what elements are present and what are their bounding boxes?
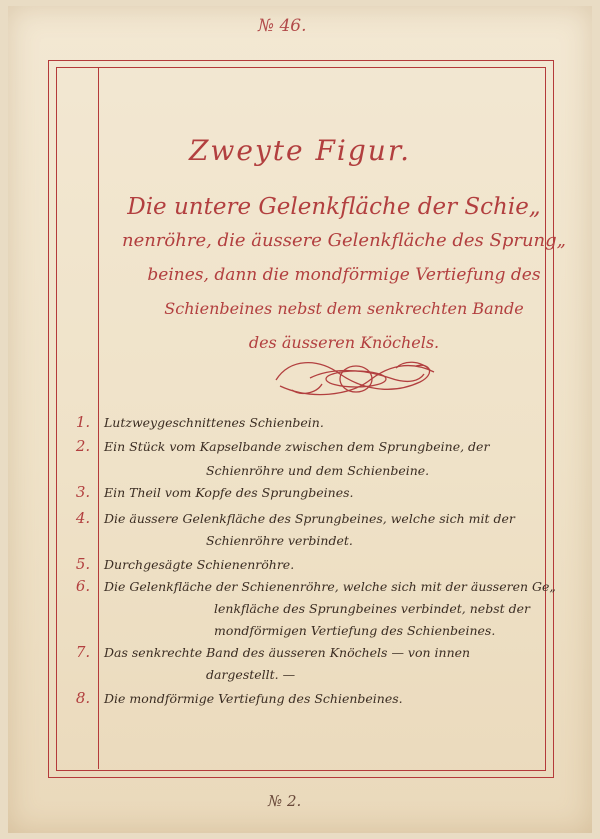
- heading-line: Die untere Gelenkfläche der Schie„: [127, 194, 541, 220]
- item-text: Ein Theil vom Kopfe des Sprungbeines.: [104, 485, 354, 500]
- heading-line: beines, dann die mondförmige Vertiefung des: [147, 265, 541, 285]
- item-text: lenkfläche des Sprungbeines verbindet, nebst der: [214, 601, 530, 616]
- figure-title: Zweyte Figur.: [188, 134, 412, 167]
- plate-number: № 2.: [268, 792, 302, 810]
- figure-heading: [104, 190, 584, 360]
- heading-line: Schienbeines nebst dem senkrechten Bande: [164, 299, 524, 318]
- item-number: 5.: [75, 555, 91, 573]
- item-text: Die Gelenkfläche der Schienenröhre, welche sich mit der äusseren Ge„: [104, 579, 556, 594]
- item-number: 2.: [75, 437, 91, 455]
- margin-rule: [98, 67, 99, 769]
- item-number: 7.: [75, 643, 91, 661]
- item-text: Schienröhre und dem Schienbeine.: [206, 463, 430, 478]
- calligraphic-flourish: [270, 352, 442, 404]
- item-text: Die mondförmige Vertiefung des Schienbeines.: [104, 691, 403, 706]
- item-text: Die äussere Gelenkfläche des Sprungbeines, welche sich mit der: [104, 511, 515, 526]
- item-number: 4.: [75, 509, 91, 527]
- item-number: 3.: [75, 483, 91, 501]
- item-number: 1.: [75, 413, 91, 431]
- item-text: Das senkrechte Band des äusseren Knöchels — von innen: [104, 645, 471, 660]
- item-number: 8.: [75, 689, 91, 707]
- heading-line: des äusseren Knöchels.: [248, 333, 440, 352]
- item-text: dargestellt. —: [206, 667, 296, 682]
- item-text: Ein Stück vom Kapselbande zwischen dem Sprungbeine, der: [104, 439, 490, 454]
- item-text: Lutzweygeschnittenes Schienbein.: [104, 415, 324, 430]
- item-text: mondförmigen Vertiefung des Schienbeines.: [214, 623, 496, 638]
- item-text: Durchgesägte Schienenröhre.: [104, 557, 295, 572]
- item-text: Schienröhre verbindet.: [206, 533, 353, 548]
- page-number: № 46.: [258, 16, 307, 36]
- heading-line: nenröhre, die äussere Gelenkfläche des Sprung„: [121, 230, 566, 251]
- item-number: 6.: [75, 577, 91, 595]
